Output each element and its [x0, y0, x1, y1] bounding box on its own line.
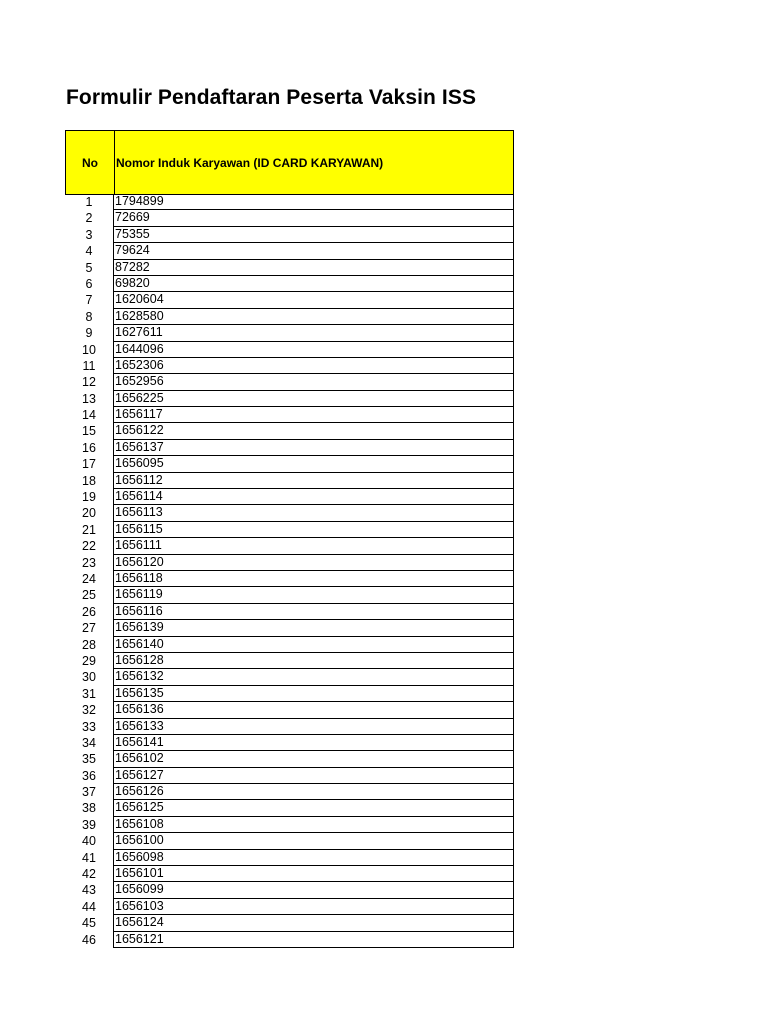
- cell-nik: 1656127: [113, 768, 514, 784]
- cell-nik: 1627611: [113, 325, 514, 341]
- cell-no: 13: [82, 391, 96, 406]
- table-row: [65, 669, 514, 685]
- cell-no: 23: [82, 555, 96, 570]
- cell-no: 12: [82, 375, 96, 390]
- table-row: [65, 473, 514, 489]
- table-row: [65, 817, 514, 833]
- cell-nik: 1652306: [113, 358, 514, 374]
- cell-no: 25: [82, 588, 96, 603]
- cell-nik: 1656119: [113, 587, 514, 603]
- cell-nik: 1794899: [113, 194, 514, 210]
- table-row: [65, 243, 514, 259]
- cell-no: 34: [82, 735, 96, 750]
- cell-no: 33: [82, 719, 96, 734]
- cell-no: 31: [82, 686, 96, 701]
- cell-no: 26: [82, 604, 96, 619]
- cell-nik: 1656137: [113, 440, 514, 456]
- cell-no: 21: [82, 522, 96, 537]
- table-row: [65, 505, 514, 521]
- cell-nik: 1644096: [113, 342, 514, 358]
- cell-nik: 1656102: [113, 751, 514, 767]
- cell-nik: 1656100: [113, 833, 514, 849]
- table-row: [65, 309, 514, 325]
- cell-nik: 1620604: [113, 292, 514, 308]
- cell-nik: 1628580: [113, 309, 514, 325]
- table-row: [65, 850, 514, 866]
- cell-no: 39: [82, 817, 96, 832]
- table-row: [65, 686, 514, 702]
- cell-no: 45: [82, 916, 96, 931]
- cell-nik: 87282: [113, 260, 514, 276]
- table-row: [65, 210, 514, 226]
- table-row: [65, 391, 514, 407]
- cell-no: 24: [82, 571, 96, 586]
- cell-nik: 1656113: [113, 505, 514, 521]
- table-row: [65, 260, 514, 276]
- table-row: [65, 342, 514, 358]
- cell-no: 9: [85, 326, 93, 341]
- table-row: [65, 194, 514, 210]
- cell-no: 44: [82, 899, 96, 914]
- cell-nik: 1656112: [113, 473, 514, 489]
- table-row: [65, 522, 514, 538]
- cell-nik: 1656120: [113, 555, 514, 571]
- table-row: [65, 571, 514, 587]
- table-row: [65, 440, 514, 456]
- table-row: [65, 292, 514, 308]
- cell-no: 11: [82, 358, 96, 373]
- cell-nik: 1656111: [113, 538, 514, 554]
- table-row: [65, 702, 514, 718]
- cell-no: 1: [85, 195, 93, 209]
- table-row: [65, 620, 514, 636]
- cell-nik: 1656114: [113, 489, 514, 505]
- cell-nik: 1656099: [113, 882, 514, 898]
- cell-no: 3: [85, 227, 93, 242]
- cell-nik: 1656140: [113, 637, 514, 653]
- table-row: [65, 800, 514, 816]
- cell-nik: 69820: [113, 276, 514, 292]
- table-row: [65, 915, 514, 931]
- cell-no: 2: [85, 211, 93, 226]
- cell-no: 18: [82, 473, 96, 488]
- cell-no: 27: [82, 621, 96, 636]
- cell-nik: 1652956: [113, 374, 514, 390]
- cell-no: 20: [82, 506, 96, 521]
- table-row: [65, 637, 514, 653]
- cell-nik: 1656135: [113, 686, 514, 702]
- table-row: [65, 358, 514, 374]
- cell-nik: 72669: [113, 210, 514, 226]
- cell-no: 28: [82, 637, 96, 652]
- table-row: [65, 784, 514, 800]
- cell-no: 36: [82, 768, 96, 783]
- table-row: [65, 882, 514, 898]
- table-row: [65, 555, 514, 571]
- cell-no: 6: [85, 276, 93, 291]
- table-row: [65, 719, 514, 735]
- cell-no: 19: [82, 490, 96, 505]
- cell-nik: 1656108: [113, 817, 514, 833]
- table-row: [65, 604, 514, 620]
- table-row: [65, 899, 514, 915]
- cell-nik: 1656118: [113, 571, 514, 587]
- cell-nik: 1656116: [113, 604, 514, 620]
- cell-no: 38: [82, 801, 96, 816]
- cell-no: 40: [82, 834, 96, 849]
- table-row: [65, 325, 514, 341]
- column-header-nik: Nomor Induk Karyawan (ID CARD KARYAWAN): [116, 155, 384, 170]
- table-row: [65, 456, 514, 472]
- cell-no: 22: [82, 539, 96, 554]
- cell-nik: 1656126: [113, 784, 514, 800]
- cell-no: 42: [82, 867, 96, 882]
- table-row: [65, 735, 514, 751]
- table-row: [65, 407, 514, 423]
- cell-no: 10: [82, 342, 96, 357]
- table-row: [65, 587, 514, 603]
- table-row: [65, 276, 514, 292]
- cell-no: 4: [85, 244, 93, 259]
- cell-nik: 1656125: [113, 800, 514, 816]
- cell-nik: 1656128: [113, 653, 514, 669]
- cell-nik: 79624: [113, 243, 514, 259]
- table-row: [65, 489, 514, 505]
- cell-nik: 1656117: [113, 407, 514, 423]
- cell-nik: 75355: [113, 227, 514, 243]
- table-header: [65, 130, 514, 195]
- column-header-no: No: [66, 131, 115, 194]
- table-row: [65, 932, 514, 948]
- table-row: [65, 538, 514, 554]
- cell-no: 15: [82, 424, 96, 439]
- cell-nik: 1656095: [113, 456, 514, 472]
- table-row: [65, 374, 514, 390]
- cell-nik: 1656101: [113, 866, 514, 882]
- cell-no: 29: [82, 653, 96, 668]
- cell-no: 8: [85, 309, 93, 324]
- cell-no: 37: [82, 785, 96, 800]
- cell-nik: 1656115: [113, 522, 514, 538]
- table-row: [65, 768, 514, 784]
- cell-no: 41: [82, 850, 96, 865]
- cell-nik: 1656098: [113, 850, 514, 866]
- page-title: Formulir Pendaftaran Peserta Vaksin ISS: [66, 86, 477, 109]
- table-row: [65, 833, 514, 849]
- table-row: [65, 751, 514, 767]
- cell-nik: 1656121: [113, 932, 514, 948]
- cell-no: 16: [82, 440, 96, 455]
- cell-nik: 1656132: [113, 669, 514, 685]
- cell-nik: 1656139: [113, 620, 514, 636]
- cell-nik: 1656133: [113, 719, 514, 735]
- table-row: [65, 653, 514, 669]
- table-body: [65, 194, 514, 948]
- cell-no: 46: [82, 932, 96, 947]
- cell-nik: 1656141: [113, 735, 514, 751]
- cell-no: 17: [82, 457, 96, 472]
- table-row: [65, 866, 514, 882]
- cell-no: 35: [82, 752, 96, 767]
- cell-no: 14: [82, 408, 96, 423]
- cell-no: 7: [85, 293, 93, 308]
- cell-no: 43: [82, 883, 96, 898]
- cell-nik: 1656225: [113, 391, 514, 407]
- cell-nik: 1656103: [113, 899, 514, 915]
- cell-no: 30: [82, 670, 96, 685]
- cell-nik: 1656124: [113, 915, 514, 931]
- table-row: [65, 227, 514, 243]
- cell-no: 5: [85, 260, 93, 275]
- cell-nik: 1656136: [113, 702, 514, 718]
- table-row: [65, 423, 514, 439]
- cell-nik: 1656122: [113, 423, 514, 439]
- cell-no: 32: [82, 703, 96, 718]
